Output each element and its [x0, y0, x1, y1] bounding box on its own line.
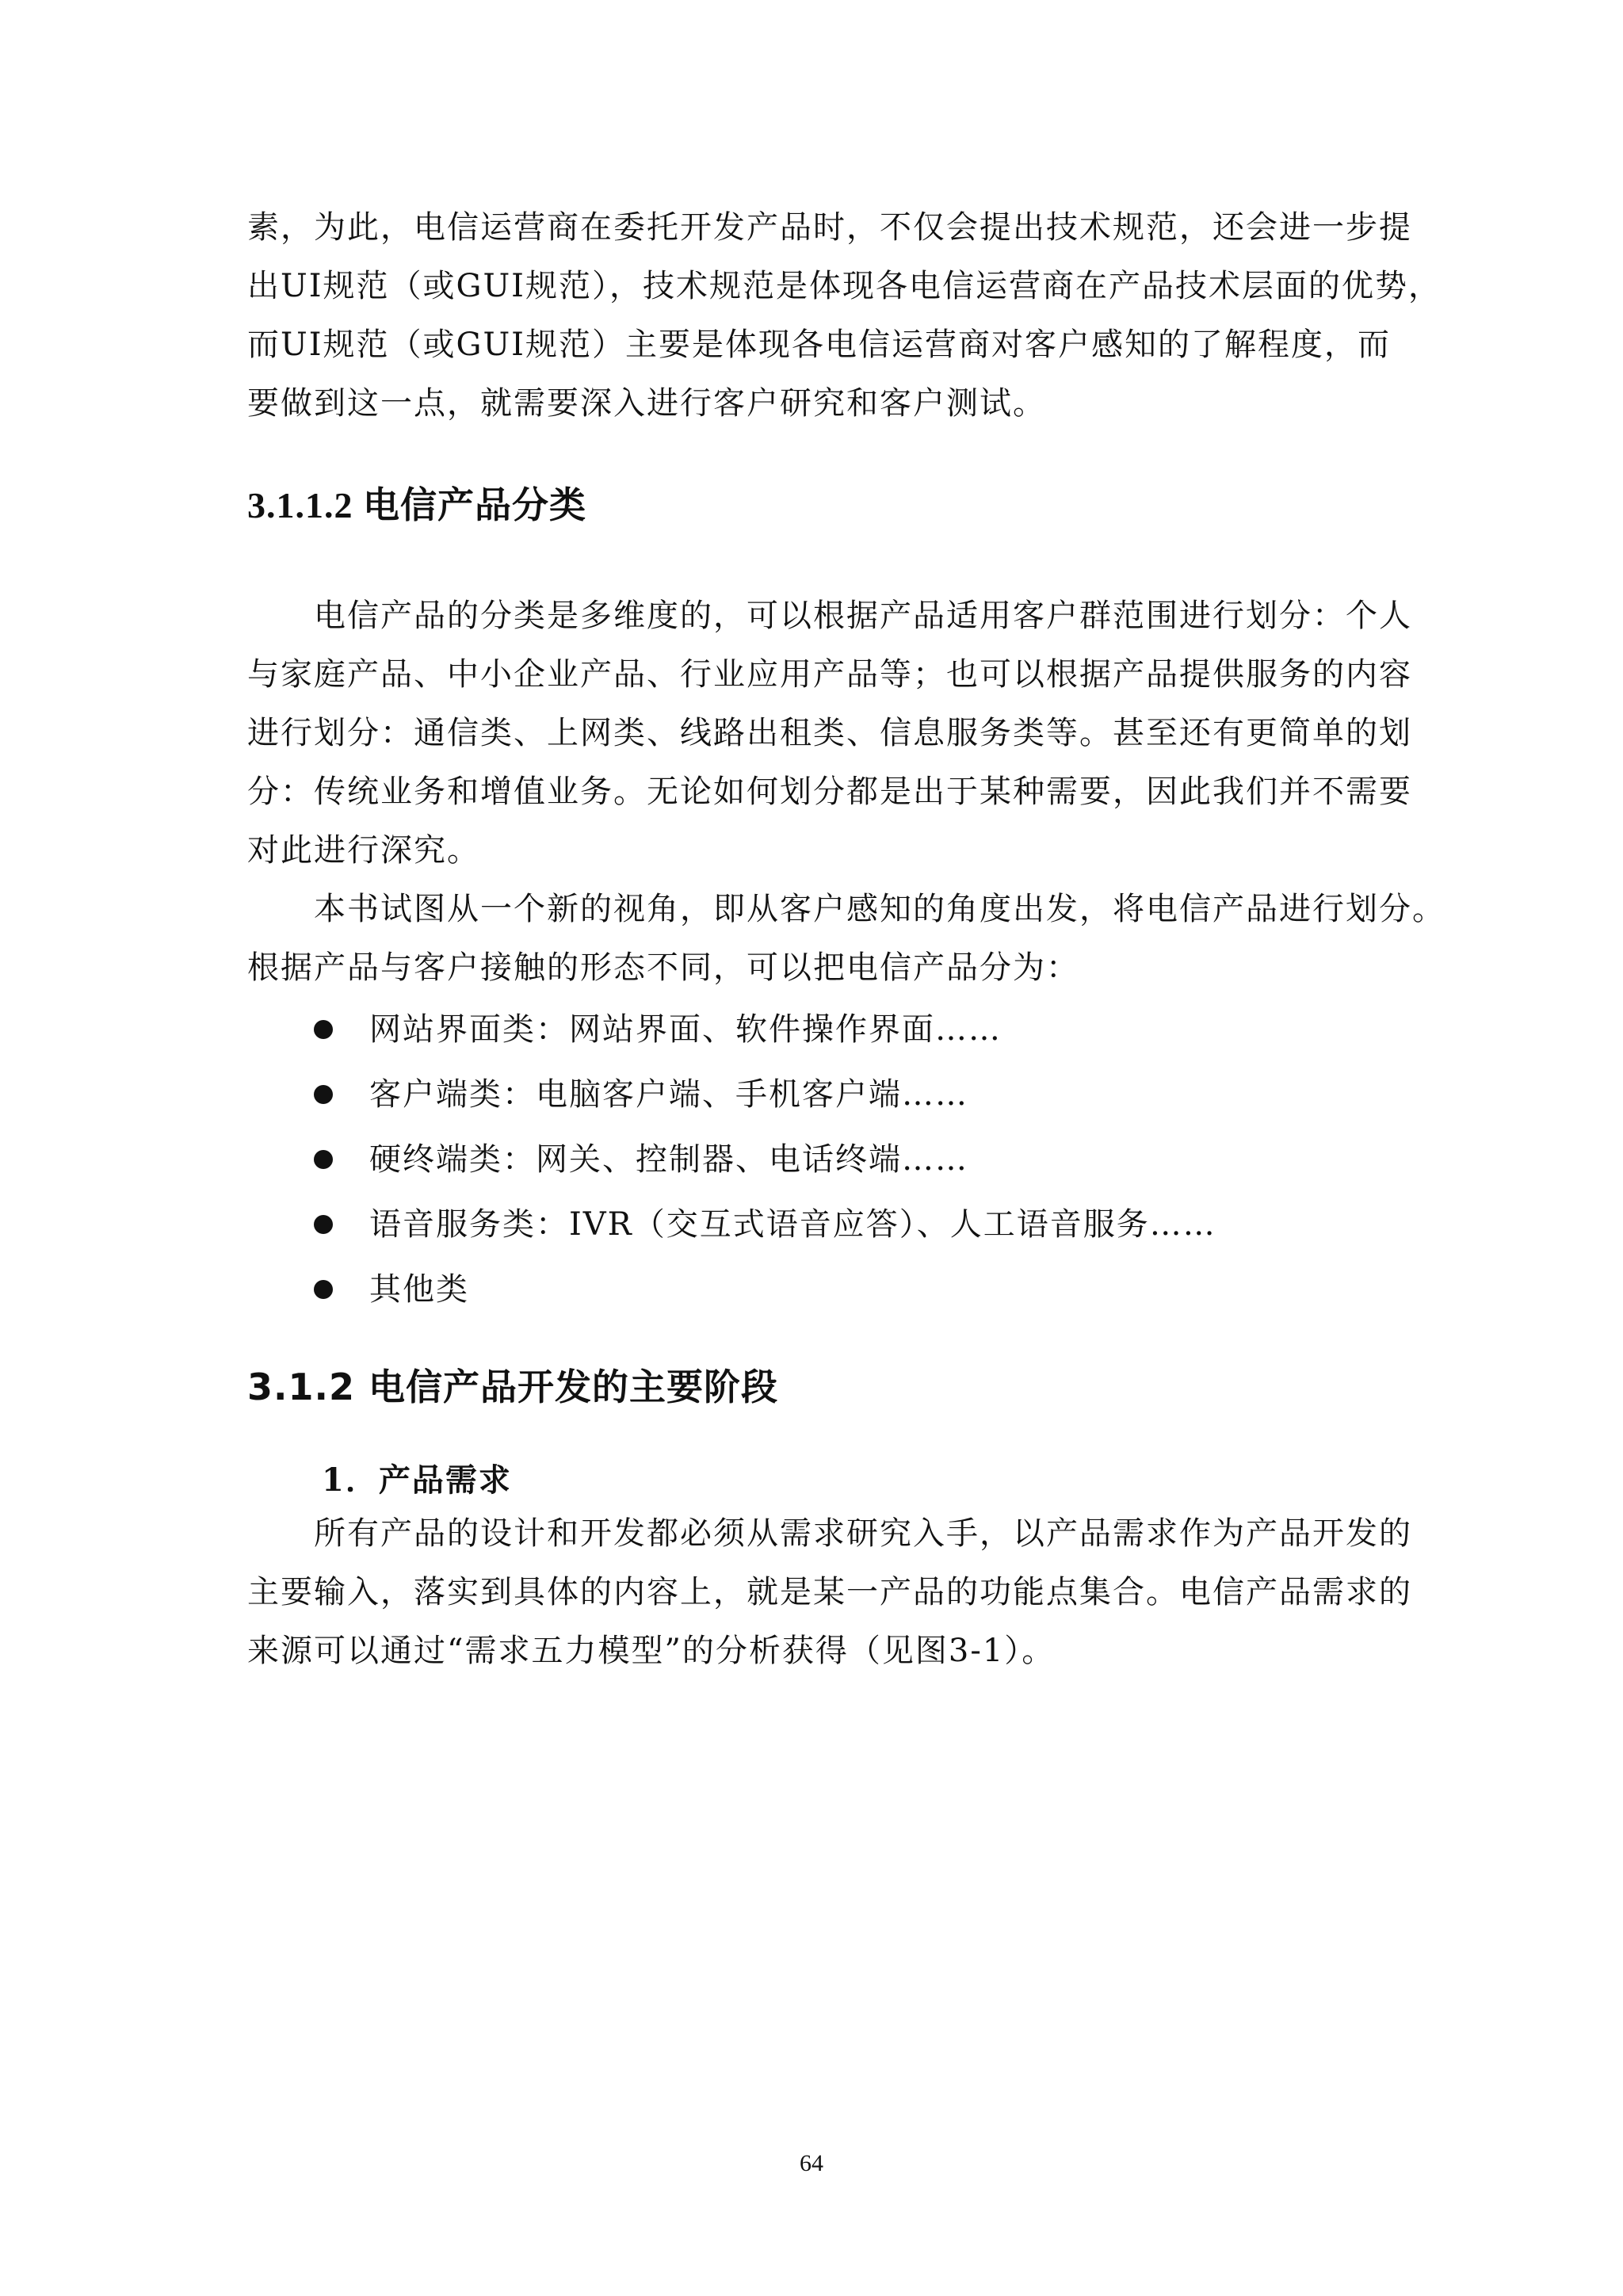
list-item-text: 其他类	[369, 1271, 469, 1308]
requirement-line: 来源可以通过“需求五力模型”的分析获得（见图3-1）。	[247, 1633, 1056, 1669]
intro-line: 素，为此，电信运营商在委托开发产品时，不仅会提出技术规范，还会进一步提	[247, 209, 1412, 246]
classification-line: 电信产品的分类是多维度的，可以根据产品适用客户群范围进行划分：个人	[314, 598, 1412, 634]
list-item-text: 硬终端类：网关、控制器、电话终端……	[369, 1141, 968, 1178]
intro-line: 要做到这一点，就需要深入进行客户研究和客户测试。	[247, 385, 1046, 422]
list-item-text: 语音服务类：IVR（交互式语音应答）、人工语音服务……	[369, 1206, 1216, 1243]
classification-line: 与家庭产品、中小企业产品、行业应用产品等；也可以根据产品提供服务的内容	[247, 656, 1412, 693]
intro-line: 出UI规范（或GUI规范），技术规范是体现各电信运营商在产品技术层面的优势，	[247, 268, 1442, 304]
intro-line: 而UI规范（或GUI规范）主要是体现各电信运营商对客户感知的了解程度，而	[247, 327, 1391, 363]
intro-paragraph	[247, 198, 1442, 433]
page-content	[247, 198, 1445, 1680]
classification-paragraph	[247, 586, 1412, 880]
section-heading-312: 3.1.2 电信产品开发的主要阶段	[247, 1366, 778, 1408]
bullet-icon	[314, 1150, 333, 1169]
requirement-line: 主要输入，落实到具体的内容上，就是某一产品的功能点集合。电信产品需求的	[247, 1574, 1412, 1610]
bullet-icon	[314, 1085, 333, 1104]
bullet-icon	[314, 1215, 333, 1234]
product-category-list	[247, 997, 1388, 1322]
list-item	[247, 1192, 1388, 1257]
bullet-icon	[314, 1280, 333, 1299]
classification-line: 进行划分：通信类、上网类、线路出租类、信息服务类等。甚至还有更简单的划	[247, 715, 1412, 751]
classification-line: 分：传统业务和增值业务。无论如何划分都是出于某种需要，因此我们并不需要	[247, 774, 1412, 810]
perspective-line: 本书试图从一个新的视角，即从客户感知的角度出发，将电信产品进行划分。	[314, 891, 1445, 927]
page-number: 64	[800, 2150, 823, 2176]
list-item-text: 客户端类：电脑客户端、手机客户端……	[369, 1076, 968, 1113]
classification-line: 对此进行深究。	[247, 832, 480, 869]
list-item	[247, 1257, 1388, 1322]
requirement-line: 所有产品的设计和开发都必须从需求研究入手，以产品需求作为产品开发的	[314, 1515, 1412, 1552]
list-item	[247, 1062, 1388, 1127]
bullet-icon	[314, 1020, 333, 1039]
perspective-line: 根据产品与客户接触的形态不同，可以把电信产品分为：	[247, 949, 1079, 986]
list-item	[247, 1127, 1388, 1192]
list-item	[247, 997, 1388, 1062]
subheading-product-requirements: 1．产品需求	[322, 1461, 512, 1499]
list-item-text: 网站界面类：网站界面、软件操作界面……	[369, 1011, 1002, 1048]
section-heading-3112: 3.1.1.2 电信产品分类	[247, 485, 586, 525]
requirement-paragraph	[247, 1504, 1412, 1680]
perspective-paragraph	[247, 880, 1445, 997]
